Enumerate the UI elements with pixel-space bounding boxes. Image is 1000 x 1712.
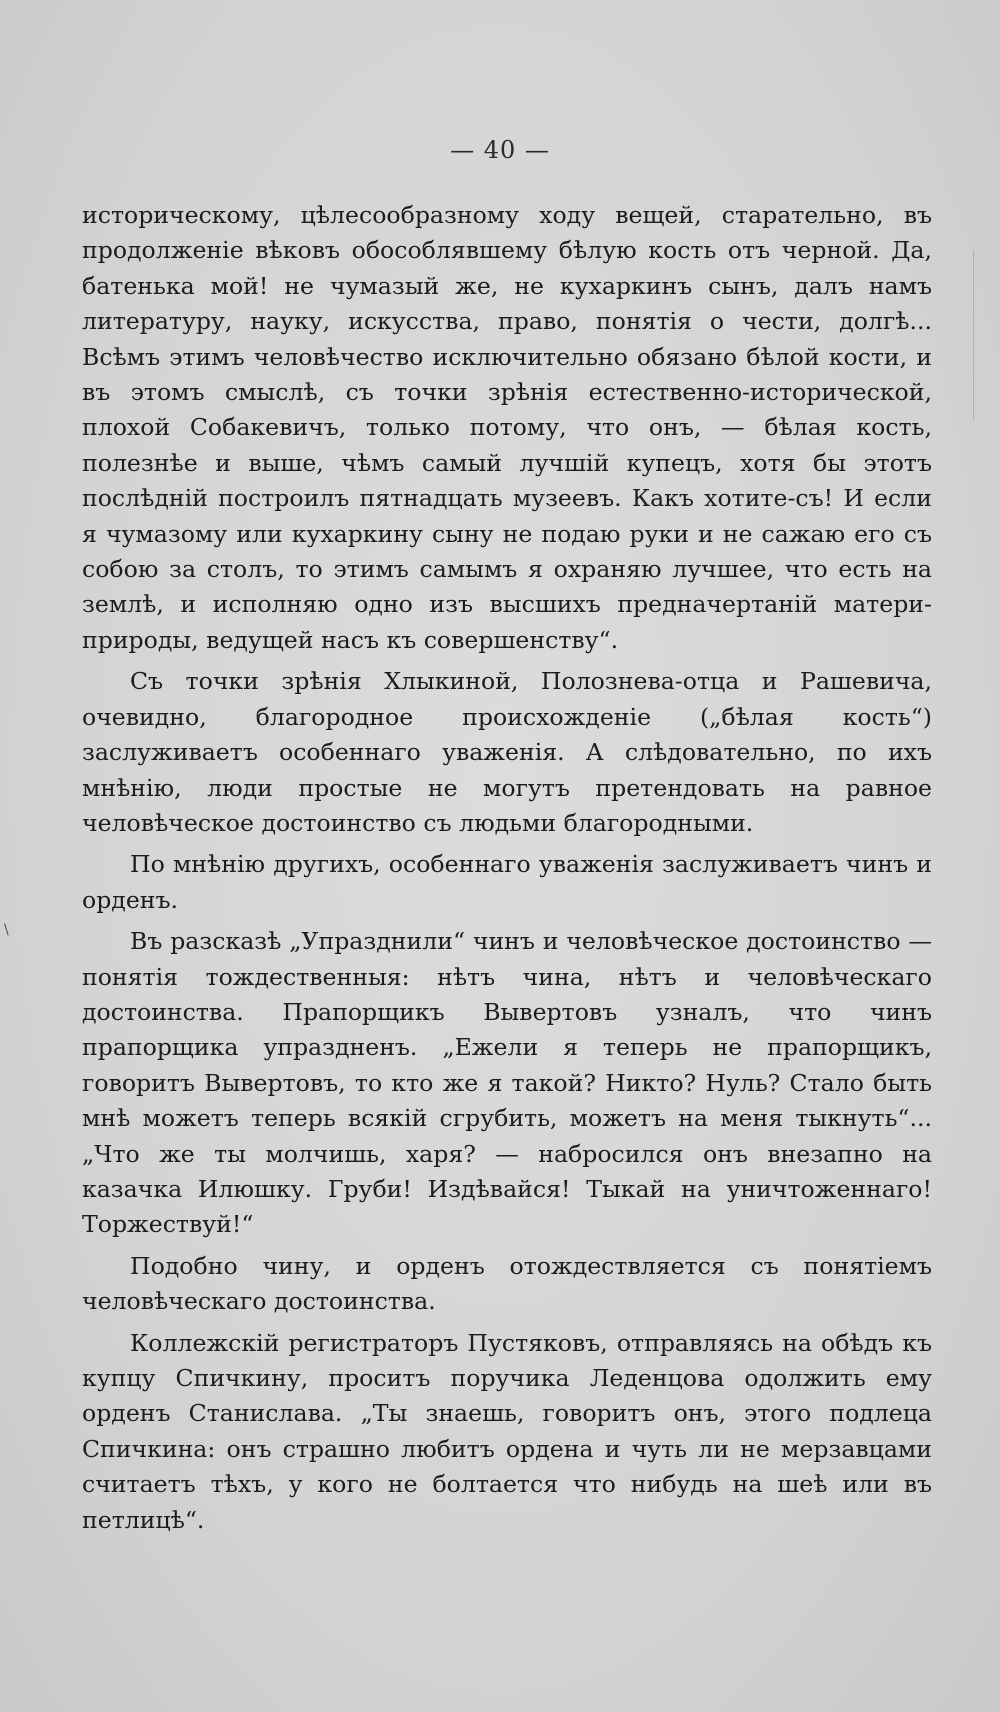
paragraph: Съ точки зрѣнія Хлыкиной, Полознева-отца и Рашевича, очевидно, благородное происхожденіе („бѣлая кость“) заслуживаетъ особеннаго уваженія. А слѣдовательно, по ихъ мнѣнію, люди простые не могутъ претендовать на равное человѣческое достоинство съ людьми благородными.: [82, 667, 932, 837]
paragraph: Коллежскій регистраторъ Пустяковъ, отправляясь на обѣдъ къ купцу Спичкину, проситъ поручика Леденцова одолжить ему орденъ Станислава. „Ты знаешь, говоритъ онъ, этого подлеца Спичкина: онъ страшно любитъ ордена и чуть ли не мерзавцами считаетъ тѣхъ, у кого не болтается что нибудь на шеѣ или въ петлицѣ“.: [82, 1328, 932, 1534]
page-number: — 40 —: [450, 136, 550, 164]
margin-mark: \: [4, 922, 9, 938]
body-text: [82, 198, 932, 1538]
paragraph: Въ разсказѣ „Упразднили“ чинъ и человѣческое достоинство — понятія тождественныя: нѣтъ чина, нѣтъ и человѣческаго достоинства. Прапорщикъ Вывертовъ узналъ, что чинъ прапорщика упраздненъ. „Ежели я теперь не прапорщикъ, говоритъ Вывертовъ, то кто же я такой? Никто? Нуль? Стало быть мнѣ можетъ теперь всякій сгрубить, можетъ на меня тыкнуть“... „Что же ты молчишь, харя? — набросился онъ внезапно на казачка Илюшку. Груби! Издѣвайся! Тыкай на уничтоженнаго! Торжествуй!“: [82, 927, 932, 1239]
paragraph: Подобно чину, и орденъ отождествляется съ понятіемъ человѣческаго достоинства.: [82, 1251, 932, 1316]
page-edge-shadow: [973, 250, 974, 420]
paragraph: По мнѣнію другихъ, особеннаго уваженія заслуживаетъ чинъ и орденъ.: [82, 850, 932, 914]
paragraph-continuation: историческому, цѣлесообразному ходу вещей, старательно, въ продолженіе вѣковъ обособлявшему бѣлую кость отъ черной. Да, батенька мой! не чумазый же, не кухаркинъ сынъ, далъ намъ литературу, науку, искусства, право, понятія о чести, долгѣ... Всѣмъ этимъ человѣчество исключительно обязано бѣлой кости, и въ этомъ смыслѣ, съ точки зрѣнія естественно-исторической, плохой Собакевичъ, только потому, что онъ, — бѣлая кость, полезнѣе и выше, чѣмъ самый лучшій купецъ, хотя бы этотъ послѣдній построилъ пятнадцать музеевъ. Какъ хотите-съ! И если я чумазому или кухаркину сыну не подаю руки и не сажаю его съ собою за столъ, то этимъ самымъ я охраняю лучшее, что есть на землѣ, и исполняю одно изъ высшихъ предначертаній матери-природы, ведущей насъ къ совершенству“.: [82, 201, 932, 654]
